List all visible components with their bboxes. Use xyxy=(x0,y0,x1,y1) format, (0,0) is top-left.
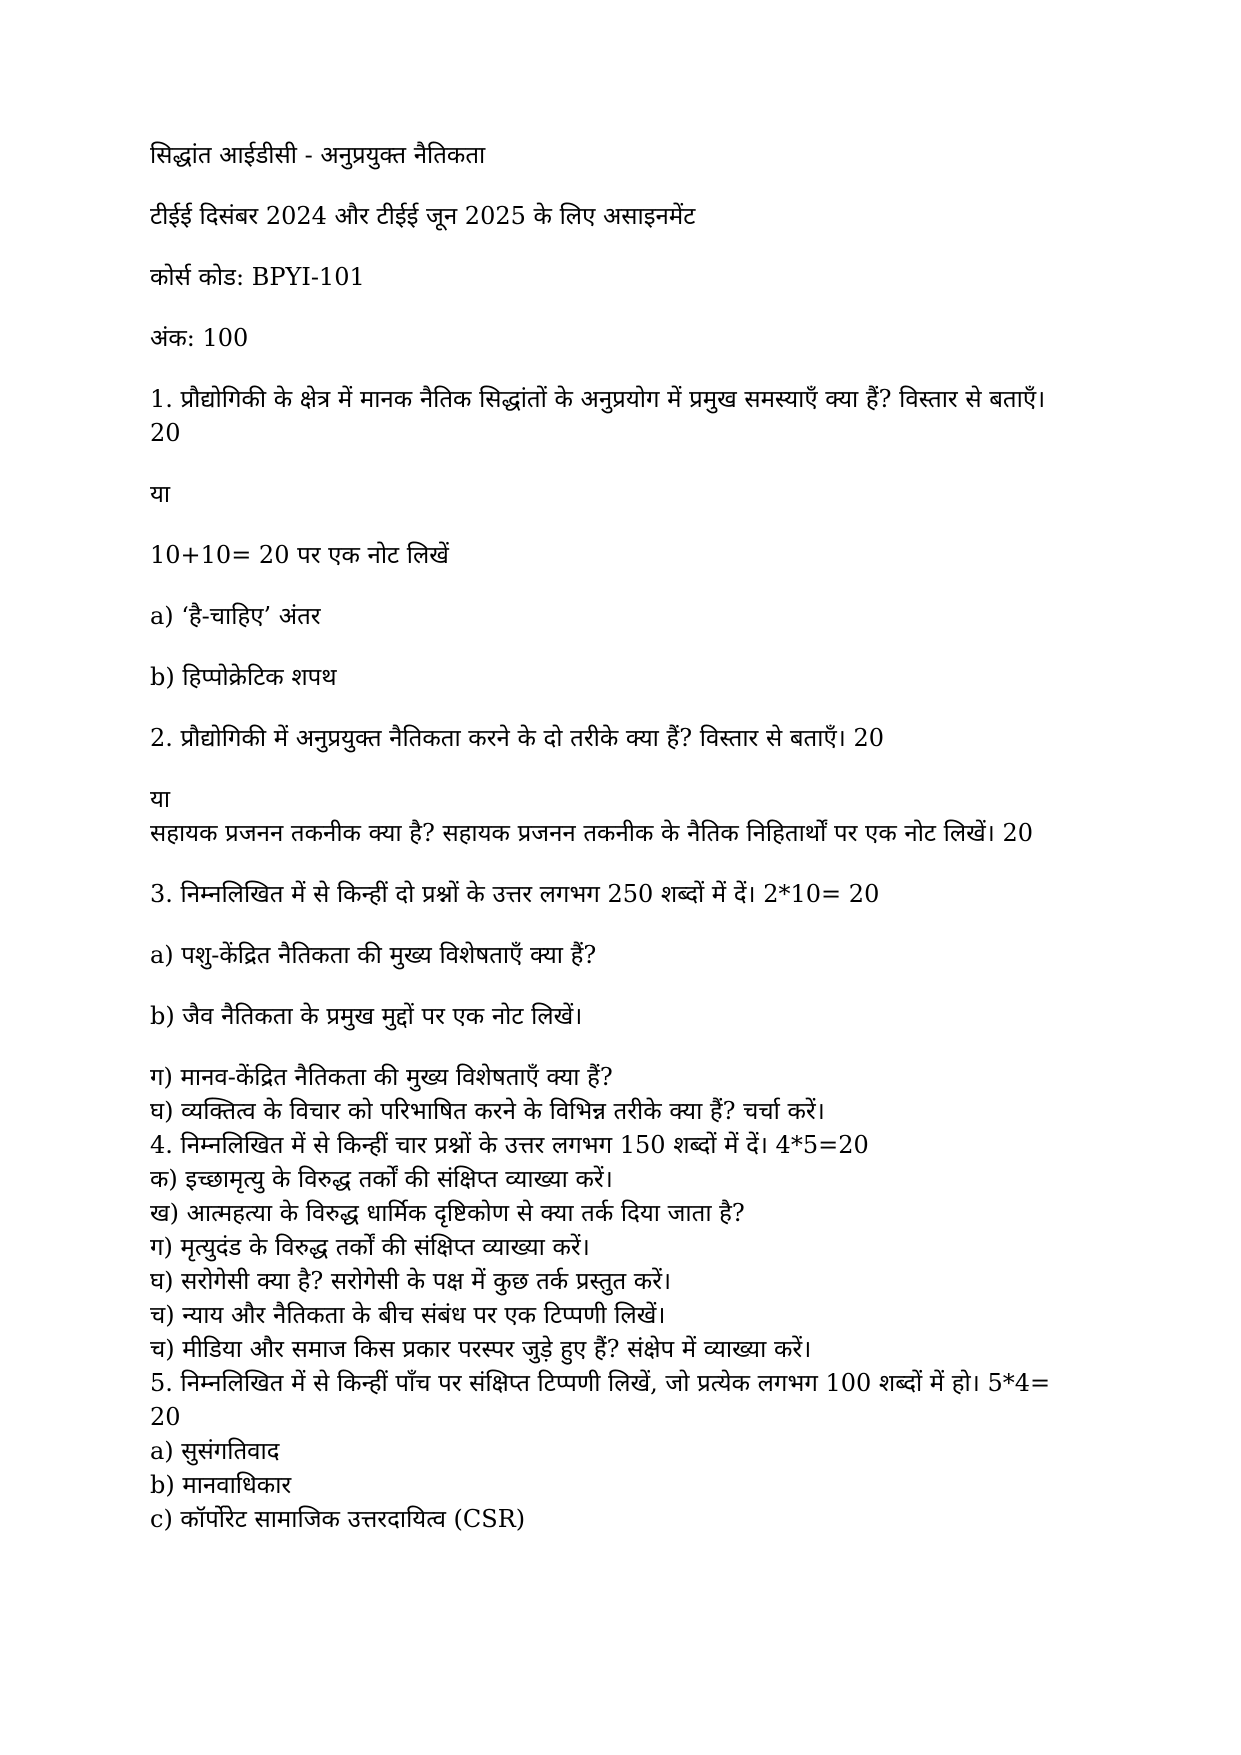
question-2-alternative: सहायक प्रजनन तकनीक क्या है? सहायक प्रजनन तकनीक के नैतिक निहितार्थों पर एक नोट लिखें। 20 xyxy=(150,819,1034,847)
question-4: 4. निम्नलिखित में से किन्हीं चार प्रश्नों के उत्तर लगभग 150 शब्दों में दें। 4*5=20 xyxy=(150,1131,869,1159)
question-4-option-b: ख) आत्महत्या के विरुद्ध धार्मिक दृष्टिकोण से क्या तर्क दिया जाता है? xyxy=(150,1199,745,1227)
question-5-option-a: a) सुसंगतिवाद xyxy=(150,1437,280,1465)
question-4-option-f: च) मीडिया और समाज किस प्रकार परस्पर जुड़े हुए हैं? संक्षेप में व्याख्या करें। xyxy=(150,1335,812,1363)
question-1-option-b: b) हिप्पोक्रेटिक शपथ xyxy=(150,663,337,691)
question-3-option-d: घ) व्यक्तित्व के विचार को परिभाषित करने के विभिन्न तरीके क्या हैं? चर्चा करें। xyxy=(150,1097,825,1125)
question-4-option-e: च) न्याय और नैतिकता के बीच संबंध पर एक टिप्पणी लिखें। xyxy=(150,1301,666,1329)
question-5: 5. निम्नलिखित में से किन्हीं पाँच पर संक्षिप्त टिप्पणी लिखें, जो प्रत्येक लगभग 100 शब्दों में हो। 5*4= 20 xyxy=(150,1369,1058,1431)
question-3: 3. निम्नलिखित में से किन्हीं दो प्रश्नों के उत्तर लगभग 250 शब्दों में दें। 2*10= 20 xyxy=(150,880,880,908)
question-4-option-a: क) इच्छामृत्यु के विरुद्ध तर्कों की संक्षिप्त व्याख्या करें। xyxy=(150,1165,613,1193)
question-2: 2. प्रौद्योगिकी में अनुप्रयुक्त नैतिकता करने के दो तरीके क्या हैं? विस्तार से बताएँ। 20 xyxy=(150,724,884,752)
question-1-option-a: a) ‘है-चाहिए’ अंतर xyxy=(150,602,321,630)
total-marks: अंक: 100 xyxy=(150,324,249,352)
question-1-or: या xyxy=(150,480,171,508)
question-4-option-c: ग) मृत्युदंड के विरुद्ध तर्कों की संक्षिप्त व्याख्या करें। xyxy=(150,1233,590,1261)
document-title: सिद्धांत आईडीसी - अनुप्रयुक्त नैतिकता xyxy=(150,141,486,169)
question-5-option-b: b) मानवाधिकार xyxy=(150,1471,292,1499)
document-subtitle: टीईई दिसंबर 2024 और टीईई जून 2025 के लिए असाइनमेंट xyxy=(150,202,696,230)
document-page xyxy=(150,138,1080,1536)
question-3-option-b: b) जैव नैतिकता के प्रमुख मुद्दों पर एक नोट लिखें। xyxy=(150,1002,583,1030)
question-5-option-c: c) कॉर्पोरेट सामाजिक उत्तरदायित्व (CSR) xyxy=(150,1505,526,1533)
question-3-option-a: a) पशु-केंद्रित नैतिकता की मुख्य विशेषताएँ क्या हैं? xyxy=(150,941,597,969)
question-3-option-c: ग) मानव-केंद्रित नैतिकता की मुख्य विशेषताएँ क्या हैं? xyxy=(150,1063,613,1091)
course-code: कोर्स कोड: BPYI-101 xyxy=(150,263,365,291)
question-2-or: या xyxy=(150,785,171,813)
question-4-option-d: घ) सरोगेसी क्या है? सरोगेसी के पक्ष में कुछ तर्क प्रस्तुत करें। xyxy=(150,1267,672,1295)
question-1-alternative: 10+10= 20 पर एक नोट लिखें xyxy=(150,541,449,569)
question-1: 1. प्रौद्योगिकी के क्षेत्र में मानक नैतिक सिद्धांतों के अनुप्रयोग में प्रमुख समस्याएँ क्या हैं? विस्तार से बताएँ। 20 xyxy=(150,385,1053,447)
